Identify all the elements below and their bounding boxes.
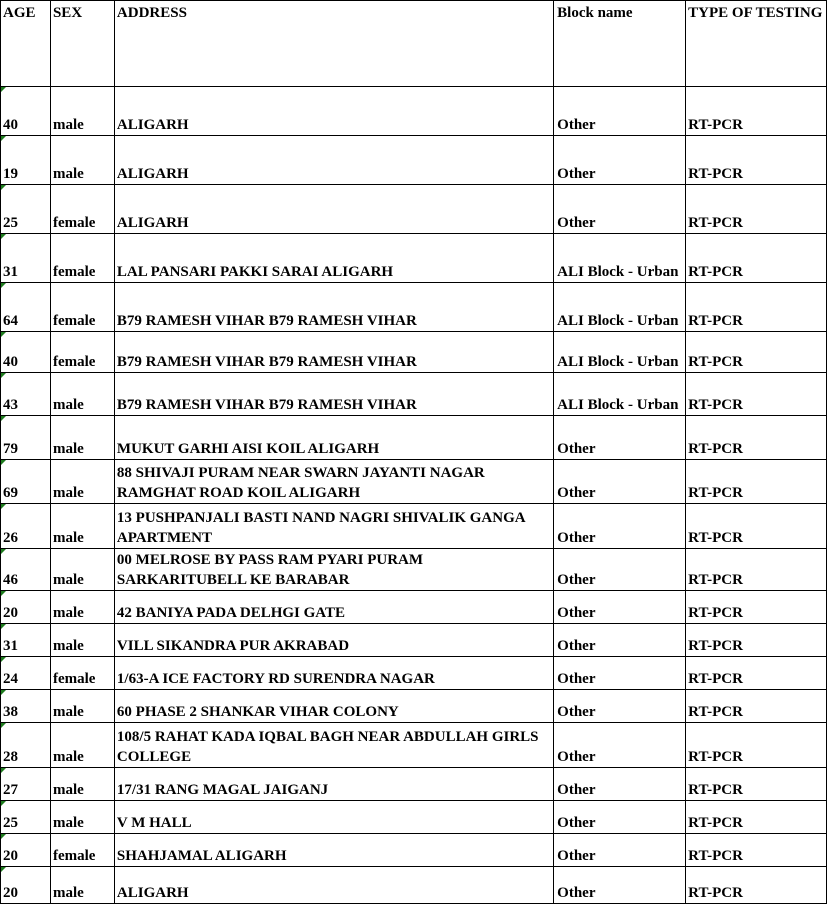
cell-type-of-testing: RT-PCR <box>686 283 827 332</box>
cell-age: 20 <box>1 834 51 867</box>
table-row <box>1 460 827 504</box>
cell-block-name: Other <box>554 136 686 185</box>
cell-age: 40 <box>1 87 51 136</box>
cell-address: B79 RAMESH VIHAR B79 RAMESH VIHAR <box>114 332 553 373</box>
cell-sex: male <box>50 504 114 549</box>
cell-block-name: Other <box>554 549 686 591</box>
cell-age: 25 <box>1 185 51 234</box>
table-row <box>1 87 827 136</box>
cell-block-name: Other <box>554 185 686 234</box>
cell-address: B79 RAMESH VIHAR B79 RAMESH VIHAR <box>114 283 553 332</box>
cell-age: 26 <box>1 504 51 549</box>
cell-sex: male <box>50 768 114 801</box>
table-body <box>1 1 827 904</box>
cell-address: B79 RAMESH VIHAR B79 RAMESH VIHAR <box>114 373 553 416</box>
table-row <box>1 283 827 332</box>
header-row <box>1 1 827 87</box>
cell-block-name: Other <box>554 591 686 624</box>
cell-sex: female <box>50 332 114 373</box>
cell-block-name: Other <box>554 690 686 723</box>
cell-sex: male <box>50 549 114 591</box>
cell-type-of-testing: RT-PCR <box>686 185 827 234</box>
cell-sex: male <box>50 867 114 904</box>
cell-address: 1/63-A ICE FACTORY RD SURENDRA NAGAR <box>114 657 553 690</box>
table-row <box>1 373 827 416</box>
table-row <box>1 768 827 801</box>
cell-age: 31 <box>1 234 51 283</box>
table-row <box>1 834 827 867</box>
cell-age: 20 <box>1 867 51 904</box>
cell-sex: male <box>50 416 114 460</box>
cell-age: 43 <box>1 373 51 416</box>
cell-address: MUKUT GARHI AISI KOIL ALIGARH <box>114 416 553 460</box>
cell-address: VILL SIKANDRA PUR AKRABAD <box>114 624 553 657</box>
cell-sex: male <box>50 373 114 416</box>
cell-sex: male <box>50 624 114 657</box>
header-age: AGE <box>1 1 51 87</box>
cell-address: 00 MELROSE BY PASS RAM PYARI PURAM SARKARITUBELL KE BARABAR <box>114 549 553 591</box>
cell-type-of-testing: RT-PCR <box>686 373 827 416</box>
cell-type-of-testing: RT-PCR <box>686 723 827 768</box>
cell-type-of-testing: RT-PCR <box>686 136 827 185</box>
cell-sex: female <box>50 657 114 690</box>
cell-age: 27 <box>1 768 51 801</box>
table-row <box>1 867 827 904</box>
cell-address: 13 PUSHPANJALI BASTI NAND NAGRI SHIVALIK GANGA APARTMENT <box>114 504 553 549</box>
cell-type-of-testing: RT-PCR <box>686 801 827 834</box>
cell-sex: female <box>50 283 114 332</box>
cell-block-name: ALI Block - Urban <box>554 373 686 416</box>
table-row <box>1 549 827 591</box>
cell-age: 31 <box>1 624 51 657</box>
cell-type-of-testing: RT-PCR <box>686 416 827 460</box>
cell-age: 46 <box>1 549 51 591</box>
cell-sex: female <box>50 185 114 234</box>
cell-type-of-testing: RT-PCR <box>686 657 827 690</box>
cell-age: 64 <box>1 283 51 332</box>
cell-sex: male <box>50 460 114 504</box>
header-block-name: Block name <box>554 1 686 87</box>
cell-address: 88 SHIVAJI PURAM NEAR SWARN JAYANTI NAGAR RAMGHAT ROAD KOIL ALIGARH <box>114 460 553 504</box>
cell-block-name: Other <box>554 504 686 549</box>
cell-sex: female <box>50 834 114 867</box>
table-row <box>1 234 827 283</box>
cell-type-of-testing: RT-PCR <box>686 591 827 624</box>
table-row <box>1 591 827 624</box>
cell-sex: male <box>50 690 114 723</box>
table-row <box>1 723 827 768</box>
cell-sex: male <box>50 723 114 768</box>
header-address: ADDRESS <box>114 1 553 87</box>
cell-age: 79 <box>1 416 51 460</box>
cell-age: 19 <box>1 136 51 185</box>
cell-type-of-testing: RT-PCR <box>686 504 827 549</box>
cell-address: ALIGARH <box>114 867 553 904</box>
header-sex: SEX <box>50 1 114 87</box>
cell-type-of-testing: RT-PCR <box>686 867 827 904</box>
cell-sex: male <box>50 801 114 834</box>
cell-address: V M HALL <box>114 801 553 834</box>
table-row <box>1 624 827 657</box>
cell-type-of-testing: RT-PCR <box>686 690 827 723</box>
table-row <box>1 332 827 373</box>
cell-sex: male <box>50 136 114 185</box>
table-row <box>1 657 827 690</box>
cell-block-name: Other <box>554 768 686 801</box>
cell-age: 40 <box>1 332 51 373</box>
cell-type-of-testing: RT-PCR <box>686 332 827 373</box>
cell-type-of-testing: RT-PCR <box>686 234 827 283</box>
cell-address: ALIGARH <box>114 185 553 234</box>
cell-address: ALIGARH <box>114 87 553 136</box>
cell-block-name: Other <box>554 657 686 690</box>
cell-address: LAL PANSARI PAKKI SARAI ALIGARH <box>114 234 553 283</box>
cell-block-name: ALI Block - Urban <box>554 332 686 373</box>
cell-age: 38 <box>1 690 51 723</box>
cell-address: 60 PHASE 2 SHANKAR VIHAR COLONY <box>114 690 553 723</box>
cell-block-name: Other <box>554 834 686 867</box>
cell-block-name: ALI Block - Urban <box>554 283 686 332</box>
table-row <box>1 185 827 234</box>
cell-type-of-testing: RT-PCR <box>686 834 827 867</box>
cell-address: 108/5 RAHAT KADA IQBAL BAGH NEAR ABDULLAH GIRLS COLLEGE <box>114 723 553 768</box>
cell-address: 42 BANIYA PADA DELHGI GATE <box>114 591 553 624</box>
cell-age: 69 <box>1 460 51 504</box>
cell-age: 20 <box>1 591 51 624</box>
cell-block-name: Other <box>554 87 686 136</box>
table-row <box>1 504 827 549</box>
table-row <box>1 690 827 723</box>
table-row <box>1 801 827 834</box>
cell-block-name: ALI Block - Urban <box>554 234 686 283</box>
cell-sex: male <box>50 591 114 624</box>
cell-block-name: Other <box>554 801 686 834</box>
cell-address: ALIGARH <box>114 136 553 185</box>
cell-address: SHAHJAMAL ALIGARH <box>114 834 553 867</box>
cell-type-of-testing: RT-PCR <box>686 768 827 801</box>
cell-type-of-testing: RT-PCR <box>686 549 827 591</box>
cell-block-name: Other <box>554 723 686 768</box>
cell-type-of-testing: RT-PCR <box>686 87 827 136</box>
cell-sex: male <box>50 87 114 136</box>
cell-block-name: Other <box>554 624 686 657</box>
cell-address: 17/31 RANG MAGAL JAIGANJ <box>114 768 553 801</box>
cell-block-name: Other <box>554 416 686 460</box>
cell-block-name: Other <box>554 460 686 504</box>
table-row <box>1 136 827 185</box>
cell-sex: female <box>50 234 114 283</box>
cell-age: 28 <box>1 723 51 768</box>
cell-age: 24 <box>1 657 51 690</box>
cell-age: 25 <box>1 801 51 834</box>
cell-type-of-testing: RT-PCR <box>686 624 827 657</box>
cell-block-name: Other <box>554 867 686 904</box>
cell-type-of-testing: RT-PCR <box>686 460 827 504</box>
table-row <box>1 416 827 460</box>
header-type-of-testing: TYPE OF TESTING <box>686 1 827 87</box>
